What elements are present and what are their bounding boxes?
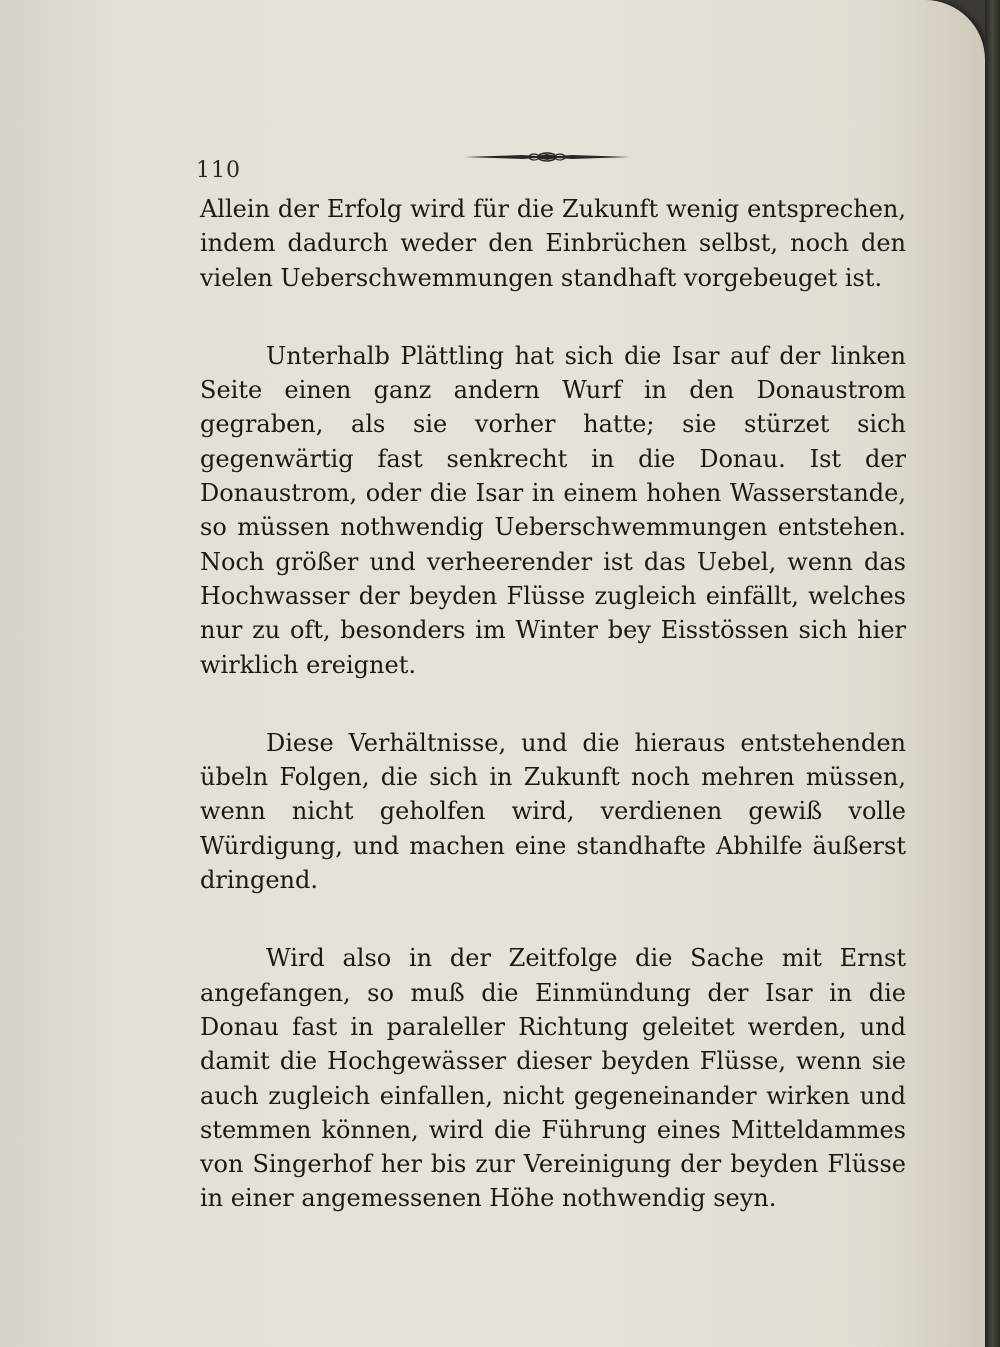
paragraph-3: Diese Verhältnisse, und die hieraus entstehenden übeln Folgen, die sich in Zukunft noch mehren müssen, wenn nicht geholfen wird, verdienen gewiß volle Würdigung, und machen eine standhafte Abhilfe äußerst dringend. xyxy=(200,728,906,895)
paragraph-4: Wird also in der Zeitfolge die Sache mit Ernst angefangen, so muß die Einmündung der Isar in die Donau fast in paraleller Richtung geleitet werden, und damit die Hochgewässer dieser beyden Flüsse, wenn sie auch zugleich einfallen, nicht gegeneinander wirken und stemmen können, wird die Führung eines Mitteldammes von Singerhof her bis zur Vereinigung der beyden Flüsse in einer angemessenen Höhe nothwendig seyn. xyxy=(200,944,906,1213)
page-edge xyxy=(985,0,1000,1347)
body-text xyxy=(200,192,906,1216)
page-number: 110 xyxy=(196,158,241,183)
paragraph-2: Unterhalb Plättling hat sich die Isar auf der linken Seite einen ganz andern Wurf in den Donaustrom gegraben, als sie vorher hatte; sie stürzet sich gegenwärtig fast senkrecht in die Donau. Ist der Donaustrom, oder die Isar in einem hohen Wasserstande, so müssen nothwendig Ueberschwemmungen entstehen. Noch größer und verheerender ist das Uebel, wenn das Hochwasser der beyden Flüsse zugleich einfällt, welches nur zu oft, besonders im Winter bey Eisstössen sich hier wirklich ereignet. xyxy=(200,341,906,679)
header-ornament-icon xyxy=(462,147,632,167)
paragraph-1: Allein der Erfolg wird für die Zukunft wenig entsprechen, indem dadurch weder den Einbrüchen selbst, noch den vielen Ueberschwemmungen standhaft vorgebeuget ist. xyxy=(200,195,906,292)
